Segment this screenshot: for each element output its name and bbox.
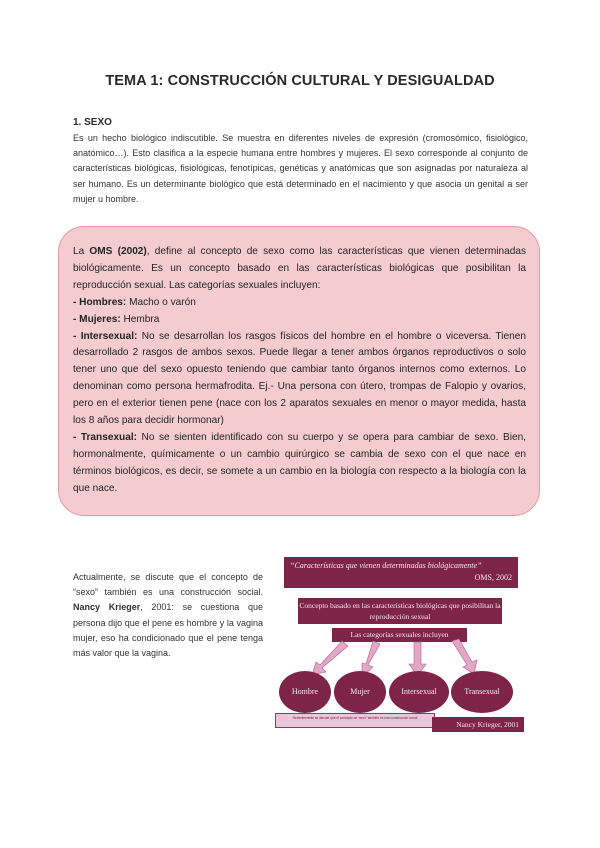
intro-paragraph: Es un hecho biológico indiscutible. Se muestra en diferentes niveles de expresión (cromosómico, fisiológico, anatómico…). Esto clasifica a la especie humana entre hombres y mujeres. El sexo corresponde al conjunto de características biológicas, fisiológicas, fenotípicas, genéticas y anatómicas que son asignadas por naturaleza al ser humano. Es un determinante biológico que está determinado en el nacimiento y que asocia un genital a ser mujer u hombre.: [73, 133, 528, 204]
item-text: No se sienten identificado con su cuerpo y se opera para cambiar de sexo. Bien, hormonalmente, químicamente o un cambio quirúrgico se cambia de sexo con el que nace en términos biológicos, es decir, se somete a un cambio en la biología con respecto a la biología con la que nace.: [73, 431, 526, 494]
arrow-transexual: [452, 639, 477, 674]
diagram-quote-source: OMS, 2002: [474, 573, 512, 582]
section-heading: 1. SEXO: [73, 117, 112, 128]
oval-intersexual: Intersexual: [389, 671, 449, 713]
text-run: , define al concepto de sexo como las características que vienen determinadas biológicamente. Es un concepto basado en las características biológicas que posibilitan la reproducción sexual. Las categorías sexuales incluyen:: [73, 246, 526, 291]
item-text: Hembra: [120, 313, 160, 325]
arrow-hombre: [312, 641, 348, 675]
item-label: - Intersexual:: [73, 330, 138, 342]
oms-citation: OMS (2002): [89, 246, 147, 257]
item-label: - Transexual:: [73, 431, 137, 443]
item-label: - Hombres:: [73, 296, 127, 308]
page-title: TEMA 1: CONSTRUCCIÓN CULTURAL Y DESIGUALDAD: [105, 73, 495, 89]
diagram-quote: “Características que vienen determinadas biológicamente”: [290, 561, 482, 570]
item-text: Macho o varón: [126, 296, 196, 308]
item-label: - Mujeres:: [73, 313, 121, 325]
oval-hombre: Hombre: [279, 671, 331, 713]
diagram-categories-label: Las categorías sexuales incluyen: [332, 628, 467, 642]
text-run: , 2001: se cuestiona que persona dijo que el pene es hombre y la vagina mujer, eso ha condicionado que el pene tenga más valor que la vagina.: [73, 602, 264, 659]
item-text: No se desarrollan los rasgos físicos del hombre en el hombre o viceversa. Tienen desarrollado 2 rasgos de ambos sexos. Puede llegar a tener ambos órganos reproductivos o solo tener uno que del sexo opuesto teniendo que cambiar tanto órganos internos como externos. Lo denominan como persona hermafrodita. Ej.- Una persona con útero, trompas de Falopio y ovarios, pero en el exterior tienen pene (nace con los 2 aparatos sexuales en menor o mayor medida, hasta los 8 años para decidir hormonar): [73, 330, 526, 427]
diagram-note: Recientemente se discute que el concepto de “sexo” también es una construcción social: [275, 713, 435, 728]
diagram-krieger-box: Nancy Krieger, 2001: [432, 717, 524, 732]
text-run: La: [73, 246, 90, 257]
diagram-concept-box: Concepto basado en las características biológicas que posibilitan la reproducción sexual: [298, 598, 502, 624]
oval-transexual: Transexual: [451, 671, 513, 713]
krieger-name: Nancy Krieger: [73, 602, 141, 613]
text-run: Actualmente, se discute que el concepto de “sexo” también es una construcción social.: [73, 572, 263, 598]
oval-mujer: Mujer: [334, 671, 386, 713]
